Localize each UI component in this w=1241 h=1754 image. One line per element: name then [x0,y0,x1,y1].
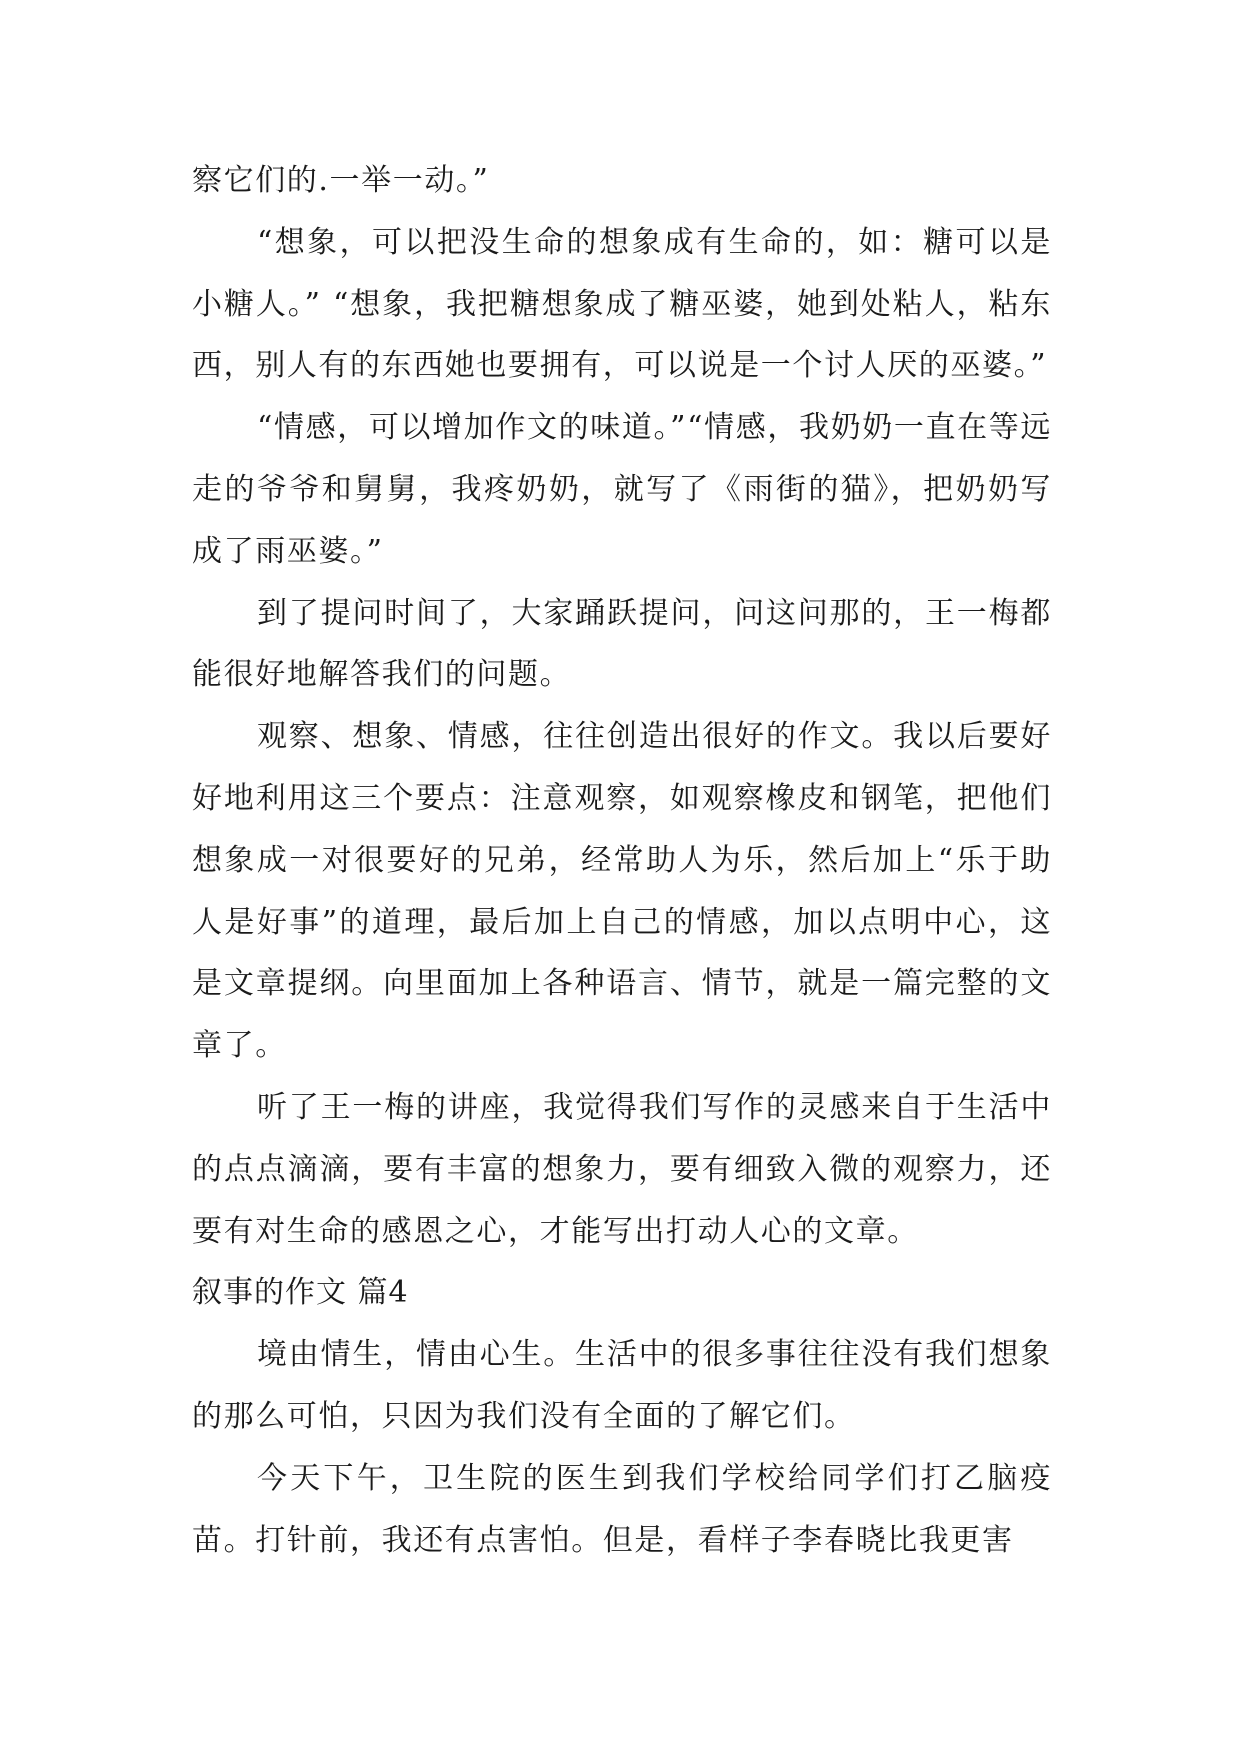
paragraph: “想象，可以把没生命的想象成有生命的，如：糖可以是小糖人。” “想象，我把糖想象成了糖巫婆，她到处粘人，粘东西，别人有的东西她也要拥有，可以说是一个讨人厌的巫婆。” [192,224,1052,384]
paragraph: 今天下午，卫生院的医生到我们学校给同学们打乙脑疫苗。打针前，我还有点害怕。但是，看样子李春晓比我更害 [192,1460,1052,1558]
paragraph: 到了提问时间了，大家踊跃提问，问这问那的，王一梅都能很好地解答我们的问题。 [192,595,1052,693]
paragraph: 听了王一梅的讲座，我觉得我们写作的灵感来自于生活中的点点滴滴，要有丰富的想象力，要有细致入微的观察力，还要有对生命的感恩之心，才能写出打动人心的文章。 [192,1089,1052,1249]
paragraph: 察它们的.一举一动。” [192,163,490,198]
paragraph: 境由情生，情由心生。生活中的很多事往往没有我们想象的那么可怕，只因为我们没有全面的了解它们。 [192,1337,1052,1434]
document-body [192,150,1052,1571]
paragraph: “情感，可以增加作文的味道。”“情感，我奶奶一直在等远走的爷爷和舅舅，我疼奶奶，就写了《雨街的猫》，把奶奶写成了雨巫婆。” [192,410,1052,569]
section-heading: 叙事的作文 篇4 [192,1275,409,1311]
paragraph: 观察、想象、情感，往往创造出很好的作文。我以后要好好地利用这三个要点：注意观察，如观察橡皮和钢笔，把他们想象成一对很要好的兄弟，经常助人为乐，然后加上“乐于助人是好事”的道理，最后加上自己的情感，加以点明中心，这是文章提纲。向里面加上各种语言、情节，就是一篇完整的文章了。 [192,719,1052,1064]
